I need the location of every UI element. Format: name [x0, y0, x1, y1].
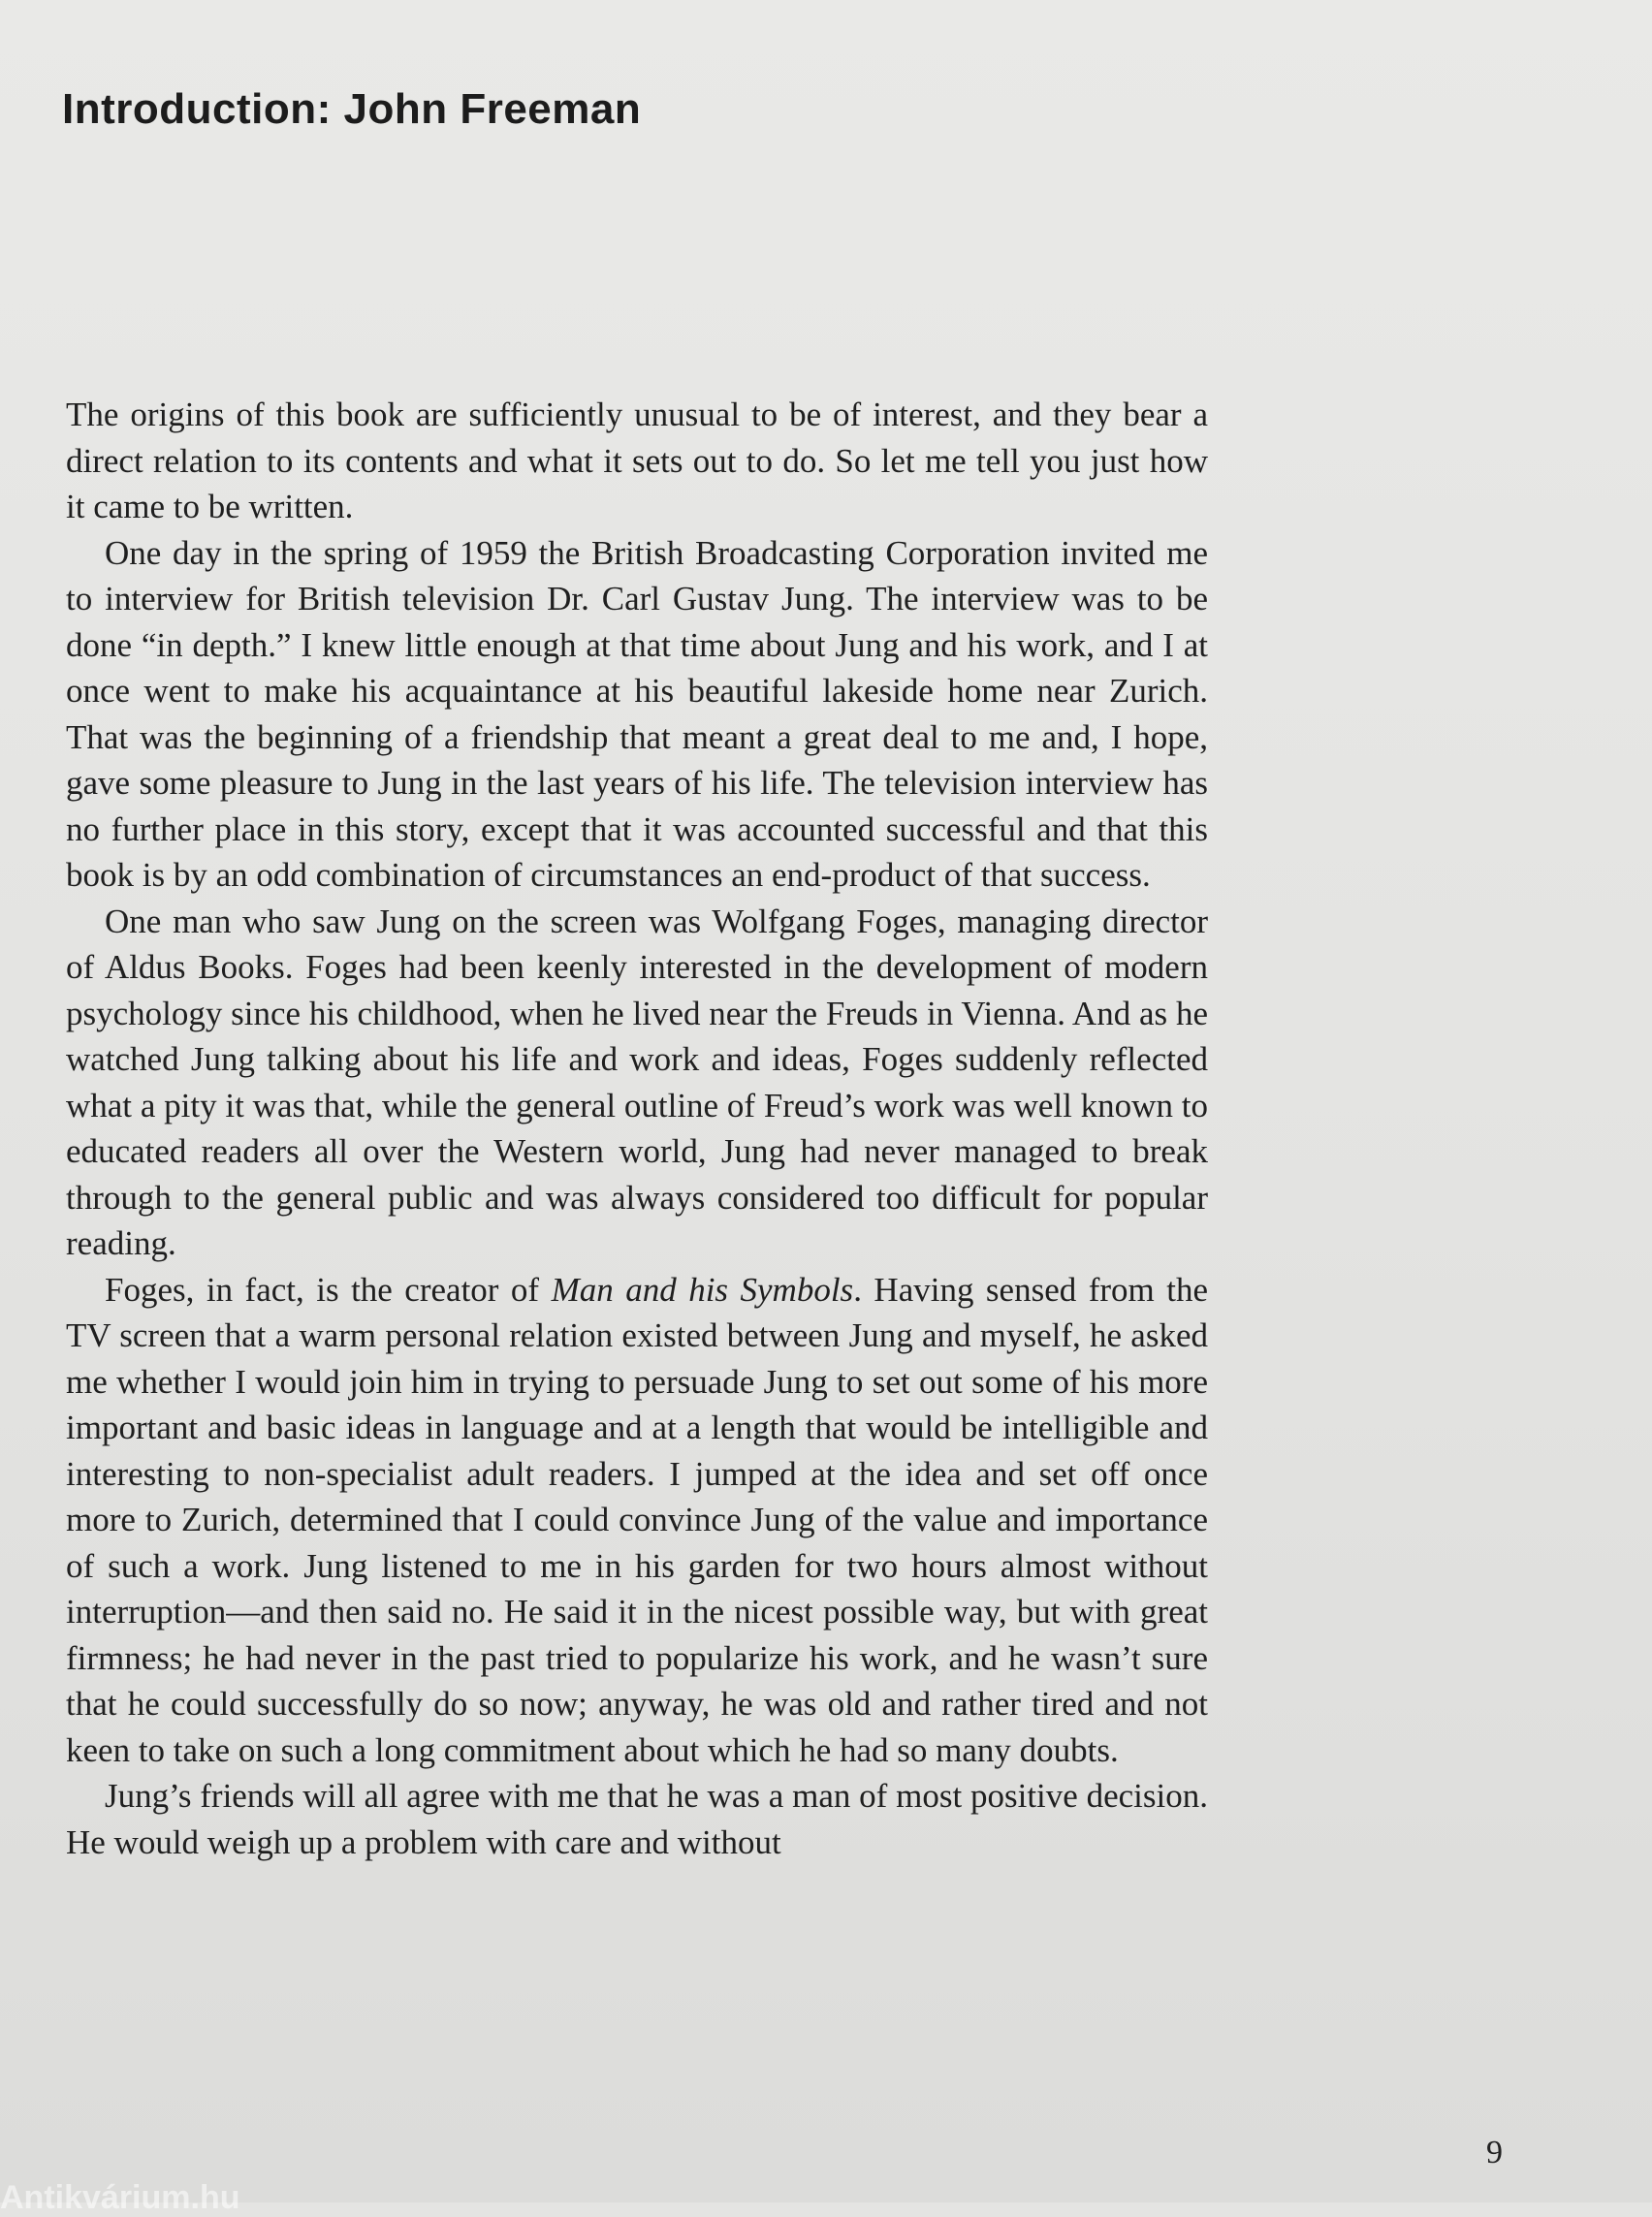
paragraph-3: One man who saw Jung on the screen was Wolfgang Foges, managing director of Aldus Books. Foges had been keenly interested in the development of modern psychology since his childhood, when he lived near the Freuds in Vienna. And as he watched Jung talking about his life and work and ideas, Foges suddenly reflected what a pity it was that, while the general outline of Freud’s work was well known to educated readers all over the Western world, Jung had never managed to break through to the general public and was always considered too difficult for popular reading.	[66, 902, 1208, 1262]
paragraph-4	[66, 1267, 1208, 1774]
paragraph-4-rest: . Having sensed from the TV screen that a warm personal relation existed between Jung and myself, he asked me whether I would join him in trying to persuade Jung to set out some of his more important and basic ideas in language and at a length that would be intelligible and interesting to non-specialist adult readers. I jumped at the idea and set off once more to Zurich, determined that I could convince Jung of the value and importance of such a work. Jung listened to me in his garden for two hours almost without interruption—and then said no. He said it in the nicest possible way, but with great firmness; he had never in the past tried to popularize his work, and he wasn’t sure that he could successfully do so now; anyway, he was old and rather tired and not keen to take on such a long commitment about which he had so many doubts.	[66, 1270, 1209, 1769]
paragraph-5: Jung’s friends will all agree with me that he was a man of most positive decision. He would weigh up a problem with care and without	[66, 1777, 1208, 1861]
book-title: Man and his Symbols	[551, 1270, 854, 1309]
paragraph-2: One day in the spring of 1959 the British Broadcasting Corporation invited me to interview for British television Dr. Carl Gustav Jung. The interview was to be done “in depth.” I knew little enough at that time about Jung and his work, and I at once went to make his acquaintance at his beautiful lakeside home near Zurich. That was the beginning of a friendship that meant a great deal to me and, I hope, gave some pleasure to Jung in the last years of his life. The television interview has no further place in this story, except that it was accounted successful and that this book is by an odd combination of circumstances an end-product of that success.	[66, 533, 1208, 894]
body-text	[66, 392, 1208, 1865]
page-number: 9	[1486, 2135, 1503, 2170]
page-title: Introduction: John Freeman	[62, 85, 642, 133]
watermark: Antikvárium.hu	[0, 2179, 240, 2216]
paragraph-4-lead: Foges, in fact, is the creator of	[105, 1270, 552, 1309]
paragraph-1: The origins of this book are sufficiently unusual to be of interest, and they bear a direct relation to its contents and what it sets out to do. So let me tell you just how it came to be written.	[66, 396, 1208, 525]
